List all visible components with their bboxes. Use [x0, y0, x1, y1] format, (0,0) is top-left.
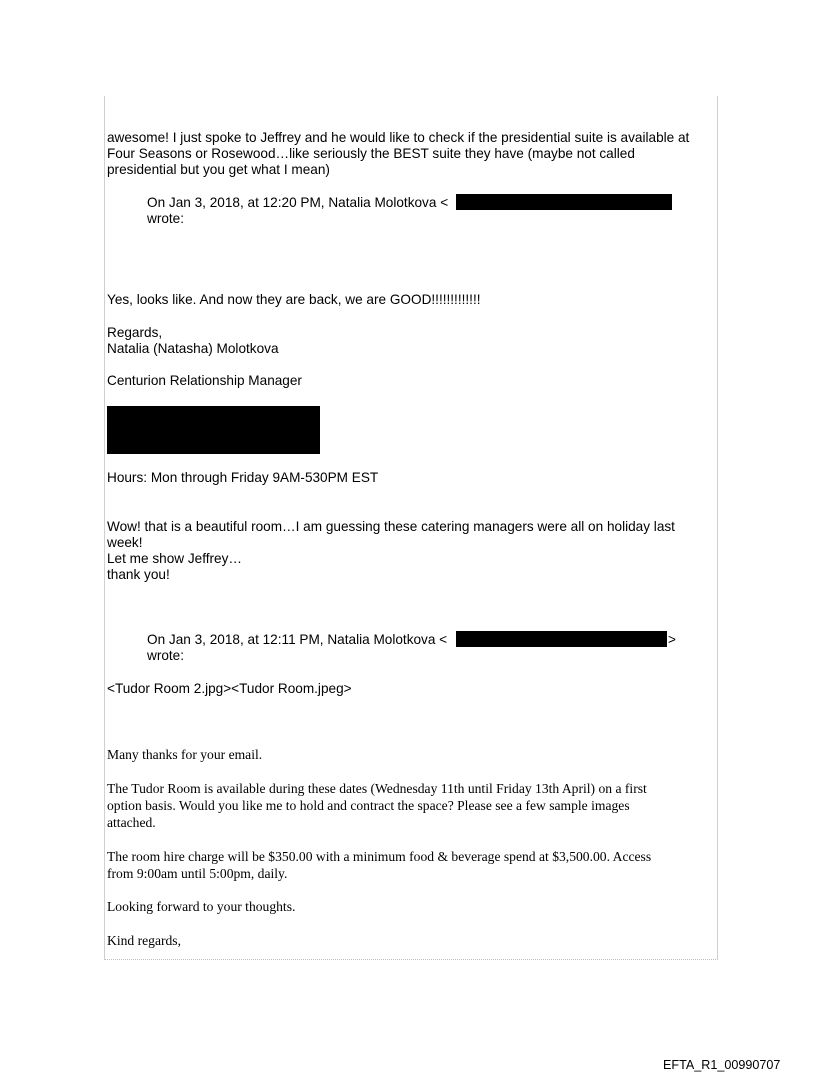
reply3-line1: Wow! that is a beautiful room…I am guessing these catering managers were all on holiday last: [107, 519, 675, 534]
quote1-header-line2: wrote:: [147, 211, 185, 226]
reply3-line4: thank you!: [107, 567, 170, 582]
reply3-line2: week!: [107, 535, 143, 550]
message2-body: Yes, looks like. And now they are back, we are GOOD!!!!!!!!!!!!!: [107, 292, 481, 307]
venue-p5: Kind regards,: [107, 933, 181, 948]
reply1-line1: awesome! I just spoke to Jeffrey and he would like to check if the presidential suite is available at: [107, 130, 690, 145]
signature-title: Centurion Relationship Manager: [107, 373, 302, 388]
venue-p2-line2: option basis. Would you like me to hold and contract the space? Please see a few sample images: [107, 798, 630, 813]
quote2-header-line1: On Jan 3, 2018, at 12:11 PM, Natalia Molotkova <: [147, 632, 448, 647]
quote1-header-line1: On Jan 3, 2018, at 12:20 PM, Natalia Molotkova <: [147, 195, 449, 210]
signature-name: Natalia (Natasha) Molotkova: [107, 341, 279, 356]
attachment-list[interactable]: <Tudor Room 2.jpg><Tudor Room.jpeg>: [107, 681, 352, 696]
signature-regards: Regards,: [107, 325, 163, 340]
document-id: EFTA_R1_00990707: [663, 1058, 781, 1072]
venue-p3-line2: from 9:00am until 5:00pm, daily.: [107, 866, 288, 881]
reply3-line3: Let me show Jeffrey…: [107, 551, 242, 566]
reply1-line2: Four Seasons or Rosewood…like seriously the BEST suite they have (maybe not called: [107, 146, 635, 161]
venue-p1: Many thanks for your email.: [107, 747, 263, 762]
quote2-header-bracket: >: [668, 632, 676, 647]
venue-p4: Looking forward to your thoughts.: [107, 899, 296, 914]
quote2-header-line2: wrote:: [147, 648, 185, 663]
venue-p2-line1: The Tudor Room is available during these dates (Wednesday 11th until Friday 13th April) on a first: [107, 781, 647, 796]
signature-hours: Hours: Mon through Friday 9AM-530PM EST: [107, 470, 379, 485]
reply1-line3: presidential but you get what I mean): [107, 162, 330, 177]
redacted-contact-block: [107, 406, 320, 454]
venue-p3-line1: The room hire charge will be $350.00 with a minimum food & beverage spend at $3,500.00. Access: [107, 849, 652, 864]
venue-p2-line3: attached.: [107, 815, 156, 830]
redacted-email-2: [456, 631, 667, 647]
redacted-email-1: [456, 194, 672, 210]
